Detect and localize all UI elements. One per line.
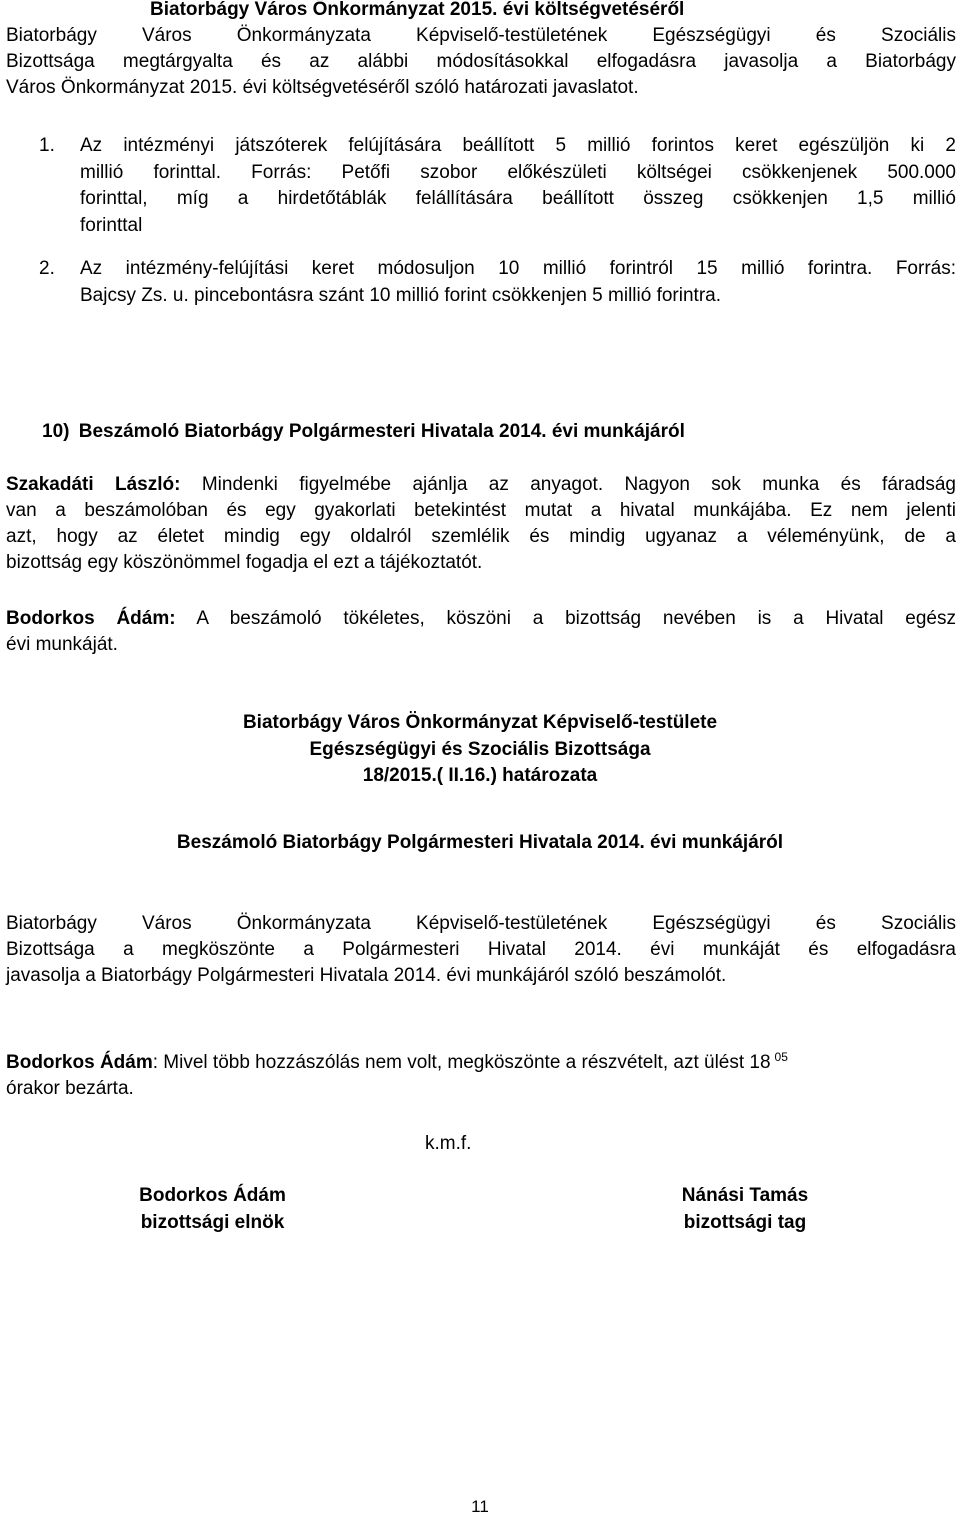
resolution-body <box>6 911 956 989</box>
signatory-name: Nánási Tamás <box>681 1185 809 1206</box>
budget-intro <box>6 23 956 101</box>
budget-item-1 <box>39 133 956 239</box>
budget-item-2 <box>39 256 956 309</box>
speaker-name: Szakadáti László: <box>6 474 181 495</box>
resolution-line: Biatorbágy Város Önkormányzat Képviselő-testülete <box>242 712 718 733</box>
signature-right <box>640 1183 850 1236</box>
text-line: Bizottsága a megköszönte a Polgármesteri Hivatal 2014. évi munkáját és elfogadásra <box>6 939 956 960</box>
signatory-role: bizottsági elnök <box>140 1211 285 1233</box>
speaker-name: Bodorkos Ádám: <box>6 608 176 629</box>
text-line: Az intézményi játszóterek felújítására beállított 5 millió forintos keret egészüljön ki 2 <box>80 135 956 156</box>
resolution-number: 18/2015.( II.16.) határozata <box>362 765 598 786</box>
resolution-subject: Beszámoló Biatorbágy Polgármesteri Hivatala 2014. évi munkájáról <box>176 832 784 853</box>
text-line <box>6 1050 956 1076</box>
text-line: Biatorbágy Város Önkormányzata Képviselő-testületének Egészségügyi és Szociális <box>6 913 956 934</box>
text-fragment: A beszámoló tökéletes, köszöni a bizottság nevében is a Hivatal egész <box>196 608 957 629</box>
page-number: 11 <box>471 1497 489 1516</box>
section-title: Beszámoló Biatorbágy Polgármesteri Hivatala 2014. évi munkájáról <box>78 421 685 442</box>
text-line: Biatorbágy Város Önkormányzata Képviselő-testületének Egészségügyi és Szociális <box>6 25 956 46</box>
text-line: bizottság egy köszönömmel fogadja el ezt a tájékoztatót. <box>6 552 483 573</box>
text-line: Bajcsy Zs. u. pincebontásra szánt 10 millió forint csökkenjen 5 millió forintra. <box>80 284 721 306</box>
text-line: azt, hogy az életet mindig egy oldalról szemlélik és mindig ugyanaz a véleményünk, de a <box>6 526 956 547</box>
signature-left <box>100 1183 325 1236</box>
bodorkos-comment <box>6 606 956 658</box>
text-line: millió forinttal. Forrás: Petőfi szobor előkészületi költségei csökkenjenek 500.000 <box>80 161 956 183</box>
text-line: forinttal, míg a hirdetőtáblák felállítására beállított összeg csökkenjen 1,5 millió <box>80 188 956 209</box>
kmf: k.m.f. <box>425 1133 472 1154</box>
resolution-line: Egészségügyi és Szociális Bizottsága <box>309 738 651 760</box>
text-line: forinttal <box>80 214 143 236</box>
item-number: 2. <box>39 258 55 279</box>
text-line: órakor bezárta. <box>6 1078 134 1099</box>
text-line: Az intézmény-felújítási keret módosuljon 10 millió forintról 15 millió forintra. Forrás: <box>80 258 956 279</box>
item-number: 1. <box>39 135 55 156</box>
section-10-heading <box>42 419 942 445</box>
szakadati-paragraph <box>6 472 956 576</box>
speaker-name: Bodorkos Ádám <box>6 1052 153 1073</box>
text-line: Bizottsága megtárgyalta és az alábbi módosításokkal elfogadásra javasolja a Biatorbágy <box>6 51 956 72</box>
section-number: 10) <box>42 421 70 442</box>
resolution-heading <box>0 710 960 790</box>
time-superscript: 05 <box>774 1050 788 1064</box>
budget-title: Biatorbágy Város Önkormányzat 2015. évi költségvetéséről <box>150 0 685 20</box>
text-fragment: : Mivel több hozzászólás nem volt, megköszönte a részvételt, azt ülést 18 <box>152 1052 771 1073</box>
signatory-name: Bodorkos Ádám <box>139 1185 286 1206</box>
text-line: javasolja a Biatorbágy Polgármesteri Hivatala 2014. évi munkájáról szóló beszámolót. <box>6 965 727 986</box>
text-line <box>6 472 956 498</box>
text-line: évi munkáját. <box>6 634 118 655</box>
text-line <box>6 606 956 632</box>
text-line: van a beszámolóban és egy gyakorlati betekintést mutat a hivatal munkájába. Ez nem jelenti <box>6 500 956 521</box>
closing-paragraph <box>6 1050 956 1102</box>
signatory-role: bizottsági tag <box>683 1211 807 1233</box>
text-fragment: Mindenki figyelmébe ajánlja az anyagot. Nagyon sok munka és fáradság <box>201 474 956 495</box>
text-line: Város Önkormányzat 2015. évi költségvetéséről szóló határozati javaslatot. <box>6 77 639 98</box>
